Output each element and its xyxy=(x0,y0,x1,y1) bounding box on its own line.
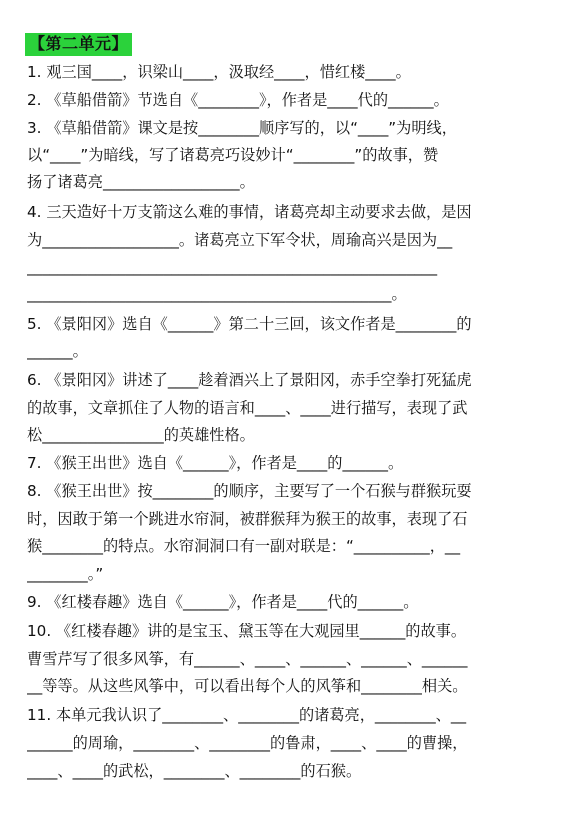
question-5-line-1: 5. 《景阳冈》选自《______》第二十三回，该文作者是________的 xyxy=(27,315,472,333)
question-7-line: 7. 《猴王出世》选自《______》，作者是____的______。 xyxy=(27,454,404,472)
question-6-line-1: 6. 《景阳冈》讲述了____趁着酒兴上了景阳冈，赤手空拳打死猛虎 xyxy=(27,371,472,389)
question-8-line-4: ________。” xyxy=(27,565,104,583)
question-9-line: 9. 《红楼春趣》选自《______》，作者是____代的______。 xyxy=(27,593,419,611)
question-10-line-1: 10. 《红楼春趣》讲的是宝玉、黛玉等在大观园里______的故事。 xyxy=(27,622,467,640)
question-2-line: 2. 《草船借箭》节选自《________》，作者是____代的______。 xyxy=(27,91,449,109)
question-3-line-2: 以“____”为暗线，写了诸葛亮巧设妙计“________”的故事，赞 xyxy=(27,146,439,164)
question-8-line-2: 时，因敢于第一个跳进水帘洞，被群猴拜为猴王的故事，表现了石 xyxy=(27,510,468,528)
question-3-line-3: 扬了诸葛亮__________________。 xyxy=(27,173,255,191)
question-10-line-2: 曹雪芹写了很多风筝，有______、____、______、______、______ xyxy=(27,650,468,668)
question-6-line-3: 松________________的英雄性格。 xyxy=(27,426,255,444)
question-11-line-3: ____、____的武松，________、________的石猴。 xyxy=(27,762,362,780)
question-10-line-3: __等等。从这些风筝中，可以看出每个人的风筝和________相关。 xyxy=(27,677,468,695)
question-8-line-3: 猴________的特点。水帘洞洞口有一副对联是：“__________，__ xyxy=(27,537,461,555)
question-11-line-2: ______的周瑜，________、________的鲁肃，____、____的曹操， xyxy=(27,734,468,752)
question-6-line-2: 的故事，文章抓住了人物的语言和____、____进行描写，表现了武 xyxy=(27,399,468,417)
unit-header: 【第二单元】 xyxy=(25,33,132,56)
question-1-line: 1. 观三国____，识梁山____，汲取经____，惜红楼____。 xyxy=(27,63,411,81)
question-4-line-4: ________________________________________________。 xyxy=(27,285,407,303)
question-8-line-1: 8. 《猴王出世》按________的顺序，主要写了一个石猴与群猴玩耍 xyxy=(27,482,472,500)
question-4-line-1: 4. 三天造好十万支箭这么难的事情，诸葛亮却主动要求去做，是因 xyxy=(27,203,472,221)
question-11-line-1: 11. 本单元我认识了________、________的诸葛亮，________、__ xyxy=(27,706,467,724)
question-5-line-2: ______。 xyxy=(27,342,88,360)
question-4-line-3: ______________________________________________________ xyxy=(27,258,438,276)
question-4-line-2: 为__________________。诸葛亮立下军令状，周瑜高兴是因为__ xyxy=(27,231,453,249)
question-3-line-1: 3. 《草船借箭》课文是按________顺序写的，以“____”为明线， xyxy=(27,119,457,137)
